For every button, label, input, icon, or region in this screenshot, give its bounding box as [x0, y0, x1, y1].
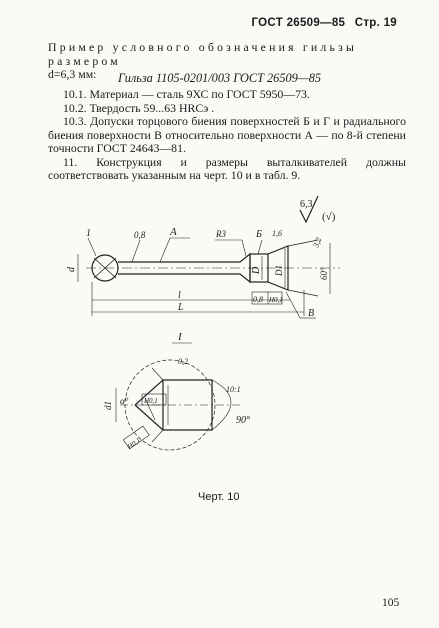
- chamfer-bottom-label: 0,8: [253, 295, 263, 304]
- part-main-view: [78, 238, 340, 318]
- detail-tol2-label: Н0,1: [126, 436, 142, 451]
- callout-1: 1: [86, 228, 91, 239]
- len-l-label: L: [178, 302, 184, 313]
- roughness-symbol: [300, 196, 336, 223]
- roughness-paren: (√): [322, 211, 336, 223]
- surface-b-label: Б: [256, 229, 262, 240]
- chamfer-label: 0,8: [134, 230, 146, 240]
- figure-caption: Черт. 10: [198, 491, 240, 503]
- detail-scale-label: 10:1: [226, 385, 241, 394]
- detail-angle-label: 90°: [236, 415, 250, 426]
- detail-d1-label: d1: [103, 401, 113, 410]
- length-small-label: 1,6: [272, 229, 282, 238]
- dim-D1-label: D1: [274, 265, 284, 276]
- detail-ref-label: I: [178, 331, 182, 343]
- angle-60-label: 60°: [319, 267, 329, 280]
- dim-d-label: d: [66, 267, 77, 272]
- item-10-1: 10.1. Материал — сталь 9ХС по ГОСТ 5950—73.: [63, 87, 310, 101]
- page-label: Стр. 19: [354, 17, 397, 29]
- len-l1-label: l: [178, 290, 181, 301]
- detail-view: [116, 360, 240, 450]
- designation-example: Гильза 1105-0201/003 ГОСТ 26509—85: [118, 71, 321, 85]
- dim-D-label: D: [251, 266, 262, 274]
- item-11: 11. Конструкция и размеры выталкивателей должны соответствовать указанным на черт. 10 и в табл. 9.: [48, 154, 406, 182]
- tol-bottom-label: Н0,1: [269, 296, 283, 304]
- intro-line-2: d=6,3 мм:: [48, 67, 97, 81]
- detail-tol1-label: Н0,1: [144, 397, 158, 405]
- roughness-value: 6,3: [300, 199, 313, 210]
- standard-number: ГОСТ 26509—85: [251, 17, 346, 29]
- intro-line-1: Пример условного обозначения гильзы размером: [48, 40, 358, 68]
- detail-alpha-label: α°: [120, 396, 129, 406]
- detail-chamfer-label: 0,2: [178, 357, 188, 366]
- angle-top-label: 3,2: [311, 236, 324, 249]
- surface-a-label: A: [170, 226, 177, 238]
- page-number: 105: [382, 597, 400, 609]
- surface-v-label: В: [308, 308, 315, 319]
- item-10-2: 10.2. Твердость 59...63 HRCэ .: [63, 100, 215, 115]
- item-10-3: 10.3. Допуски торцового биения поверхностей Б и Г и радиального биения поверхности В относительно поверхности А — по 8-й степени точности ГОСТ 24643—81.: [48, 114, 406, 155]
- radius-label: R3: [216, 229, 226, 239]
